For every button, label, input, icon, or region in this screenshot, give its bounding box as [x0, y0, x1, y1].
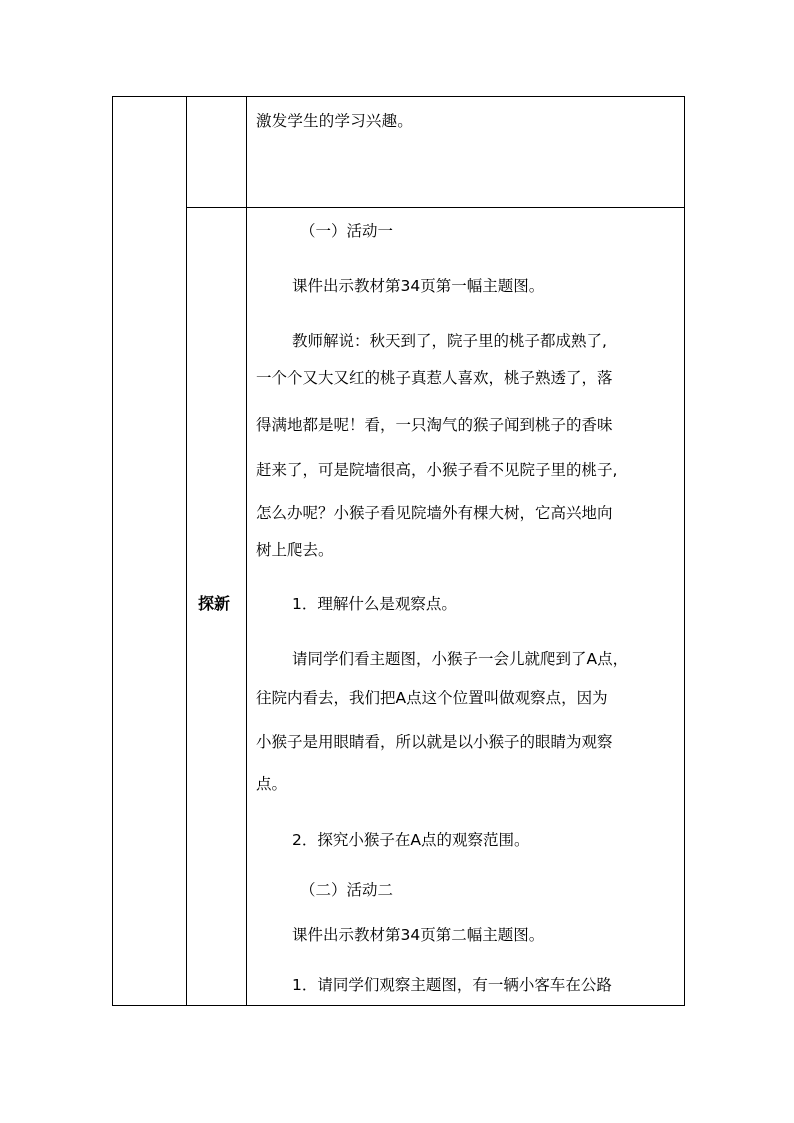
section-label: 探新: [198, 594, 231, 613]
paragraph-line: 怎么办呢？小猴子看见院墙外有棵大树，它高兴地向: [256, 504, 613, 522]
paragraph-line: 课件出示教材第34页第一幅主题图。: [292, 277, 545, 295]
paragraph-line: 往院内看去，我们把A点这个位置叫做观察点，因为: [256, 689, 608, 707]
paragraph-line: 得满地都是呢！看，一只淘气的猴子闻到桃子的香味: [256, 416, 613, 434]
paragraph-line: 点。: [256, 775, 288, 793]
paragraph-line: 请同学们看主题图，小猴子一会儿就爬到了A点，: [292, 650, 629, 668]
lesson-plan-table: [112, 96, 685, 1006]
paragraph-line: 课件出示教材第34页第二幅主题图。: [292, 926, 545, 944]
paragraph-line: 教师解说：秋天到了，院子里的桃子都成熟了,: [292, 332, 607, 350]
paragraph-line: 赶来了，可是院墙很高，小猴子看不见院子里的桃子,: [256, 461, 618, 479]
column-divider-2: [246, 97, 247, 1005]
paragraph-line: 小猴子是用眼睛看，所以就是以小猴子的眼睛为观察: [256, 733, 613, 751]
paragraph-line: （一）活动一: [300, 222, 394, 240]
paragraph-line: 一个个又大又红的桃子真惹人喜欢，桃子熟透了，落: [256, 369, 613, 387]
column-divider-1: [186, 97, 187, 1005]
paragraph-line: 1．请同学们观察主题图，有一辆小客车在公路: [292, 976, 612, 994]
paragraph-line: （二）活动二: [300, 881, 394, 899]
paragraph-line: 树上爬去。: [256, 541, 334, 559]
row2-content: [256, 97, 686, 1005]
paragraph-line: 1．理解什么是观察点。: [292, 595, 457, 613]
row1-text: 激发学生的学习兴趣。: [256, 112, 414, 130]
paragraph-line: 2．探究小猴子在A点的观察范围。: [292, 831, 530, 849]
